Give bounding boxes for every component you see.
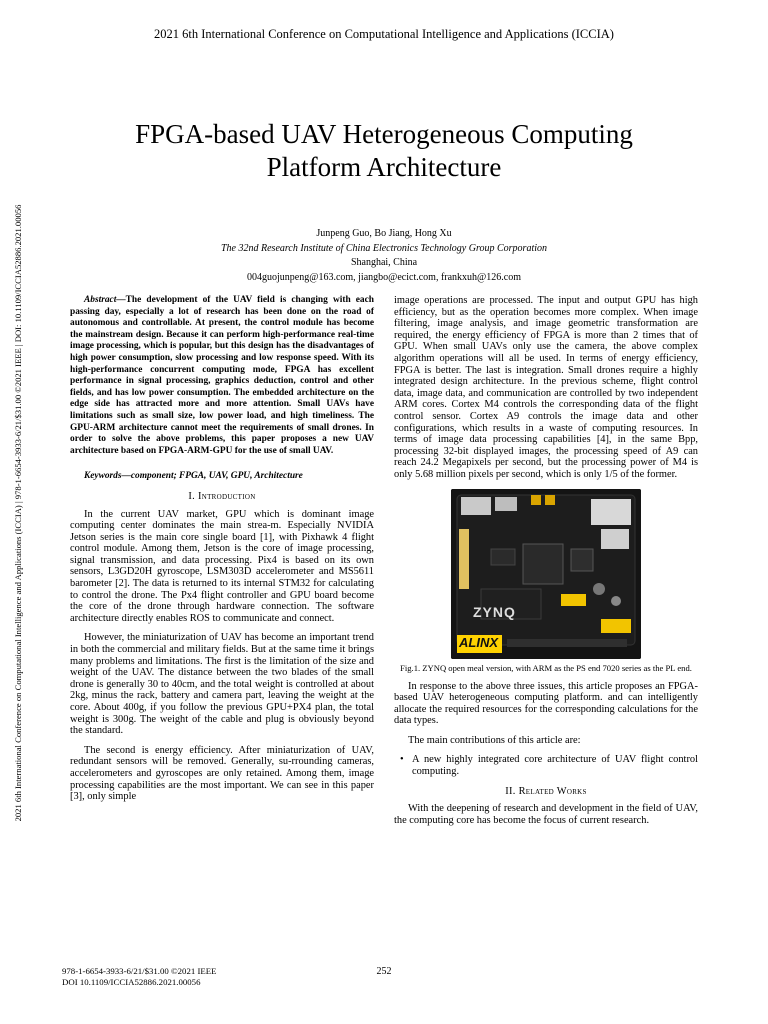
paragraph: In response to the above three issues, this article proposes an FPGA-based UAV heterogeneous computing platform. and can intelligently allocate the required resources for the corresponding calculations for the data types. xyxy=(394,680,698,727)
board-photo xyxy=(451,489,641,659)
figure-chip-label: ZYNQ xyxy=(473,603,516,620)
page-number: 252 xyxy=(376,966,392,977)
paragraph: image operations are processed. The input and output GPU has high efficiency, but as the operation becomes more complex. When image filtering, image analysis, and image geometric transformation are required, the energy efficiency of FPGA is more than 2 times that of GPU. When small UAVs only use the camera, the above complex algorithm operations will all be used. In terms of energy efficiency, FPGA is better. The last is integration. Small drones require a highly integrated design architecture. In the previous scheme, flight control data, image data, and communication are controlled by two independent ARM cores. Cortex M4 controls the corresponding data of the flight control sensor. Cortex A9 controls the image data and other configurations, which results in a waste of computing resources. In terms of image data processing capabilities [4], in the same Bpp, processing 32-bit displayed images, the processing speed of A9 can reach 24.2 Megapixels per second, but the processing power of M4 is only 5.68 million pixels per second, which is only 1/5 of the former. xyxy=(394,295,698,480)
right-column xyxy=(394,295,698,834)
figure-zynq-board xyxy=(451,489,641,659)
side-copyright-note: 2021 6th International Conference on Computational Intelligence and Applications (ICCIA) | 978-1-6654-3933-6/21/$31.00 ©2021 IEEE | DOI: 10.1109/ICCIA52886.2021.00056 xyxy=(13,204,23,821)
figure-brand-logo: ALINX xyxy=(459,634,498,650)
keywords: Keywords—component; FPGA, UAV, GPU, Architecture xyxy=(84,471,303,482)
emails: 004guojunpeng@163.com, jiangbo@ecict.com, frankxuh@126.com xyxy=(247,271,521,283)
conference-header: 2021 6th International Conference on Computational Intelligence and Applications (ICCIA) xyxy=(154,27,614,41)
author-block xyxy=(60,227,708,285)
section-heading-introduction: I. Introduction xyxy=(188,490,256,502)
location: Shanghai, China xyxy=(350,257,418,268)
section-heading-related-works: II. Related Works xyxy=(505,785,587,797)
title-line-1: FPGA-based UAV Heterogeneous Computing xyxy=(135,119,633,149)
affiliation: The 32nd Research Institute of China Electronics Technology Group Corporation xyxy=(221,242,547,254)
paragraph: However, the miniaturization of UAV has become an important trend in both the commercial and military fields. But at the same time it brings many problems and limitations. The first is the limitation of the size and weight of the UAV. The distance between the two blades of the small drone is generally 30 to 40cm, and the total weight is controlled at about 2kg, minus the rack, battery and camera part, leaving the weight at the core. About 400g, if you follow the previous GPU+PX4 plan, the total weight is 300g. The weight of the cable and plug is obviously beyond the standard. xyxy=(70,632,374,737)
paragraph: With the deepening of research and development in the field of UAV, the computing core has become the focus of current research. xyxy=(394,803,698,826)
bullet-item: • A new highly integrated core architecture of UAV flight control computing. xyxy=(394,754,698,777)
footer-doi: DOI 10.1109/ICCIA52886.2021.00056 xyxy=(62,977,201,987)
abstract xyxy=(70,295,374,457)
author-names: Junpeng Guo, Bo Jiang, Hong Xu xyxy=(316,228,452,239)
paragraph: The main contributions of this article are: xyxy=(408,734,581,746)
paragraph: In the current UAV market, GPU which is dominant image computing center dominates the main strea-m. Especially NVIDIA Jetson series is the main core single board [1], with Pixhawk 4 flight control module. Among them, Jetson is the core of image processing, signal transmission, and data processing. Pix4 is based on its own sensors, L3GD20H gyroscope, LSM303D accelerometer and MS5611 barometer [2]. The data is returned to its internal STM32 for calculating to control the drone. The Px4 flight controller and GPU board become the core of the drone through hardware connection. The software architecture directly enables ROS to communicate and connect. xyxy=(70,508,374,624)
abstract-text: —The development of the UAV field is changing with each passing day, especially a lot of research has been done on the road of autonomous and controllable. At present, the control module has become the mainstream design. Because it can perform high-performance real-time image processing, which is popular, but this design has the disadvantages of high power consumption, slow processing and low response speed. With its high-performance concurrent computing mode, FPGA has excellent performance in signal processing, graphics deduction, control and other fields, and has low power consumption. The embedded architecture on the edge side has attracted more and more attention. Small UAVs have limitations such as small size, low power load, and high timeliness. The GPU-ARM architecture cannot meet the requirements of small drones. In order to solve the above problems, this paper proposes a new UAV architecture based on FPGA-ARM-GPU for the use of small UAV. xyxy=(70,295,374,456)
paper-title xyxy=(60,118,708,184)
left-column xyxy=(70,295,374,811)
abstract-label: Abstract xyxy=(84,295,117,305)
title-line-2: Platform Architecture xyxy=(266,152,502,182)
paragraph: The second is energy efficiency. After miniaturization of UAV, redundant sensors will be removed. Generally, su-rrounding cameras, accelerometers and gyroscopes are only retained. Among them, image processing capabilities are the most important. We can see in this paper [3], only simple xyxy=(70,744,374,803)
figure-caption: Fig.1. ZYNQ open meal version, with ARM as the PS end 7020 series as the PL end. xyxy=(400,662,692,673)
footer-isbn: 978-1-6654-3933-6/21/$31.00 ©2021 IEEE xyxy=(62,966,217,976)
